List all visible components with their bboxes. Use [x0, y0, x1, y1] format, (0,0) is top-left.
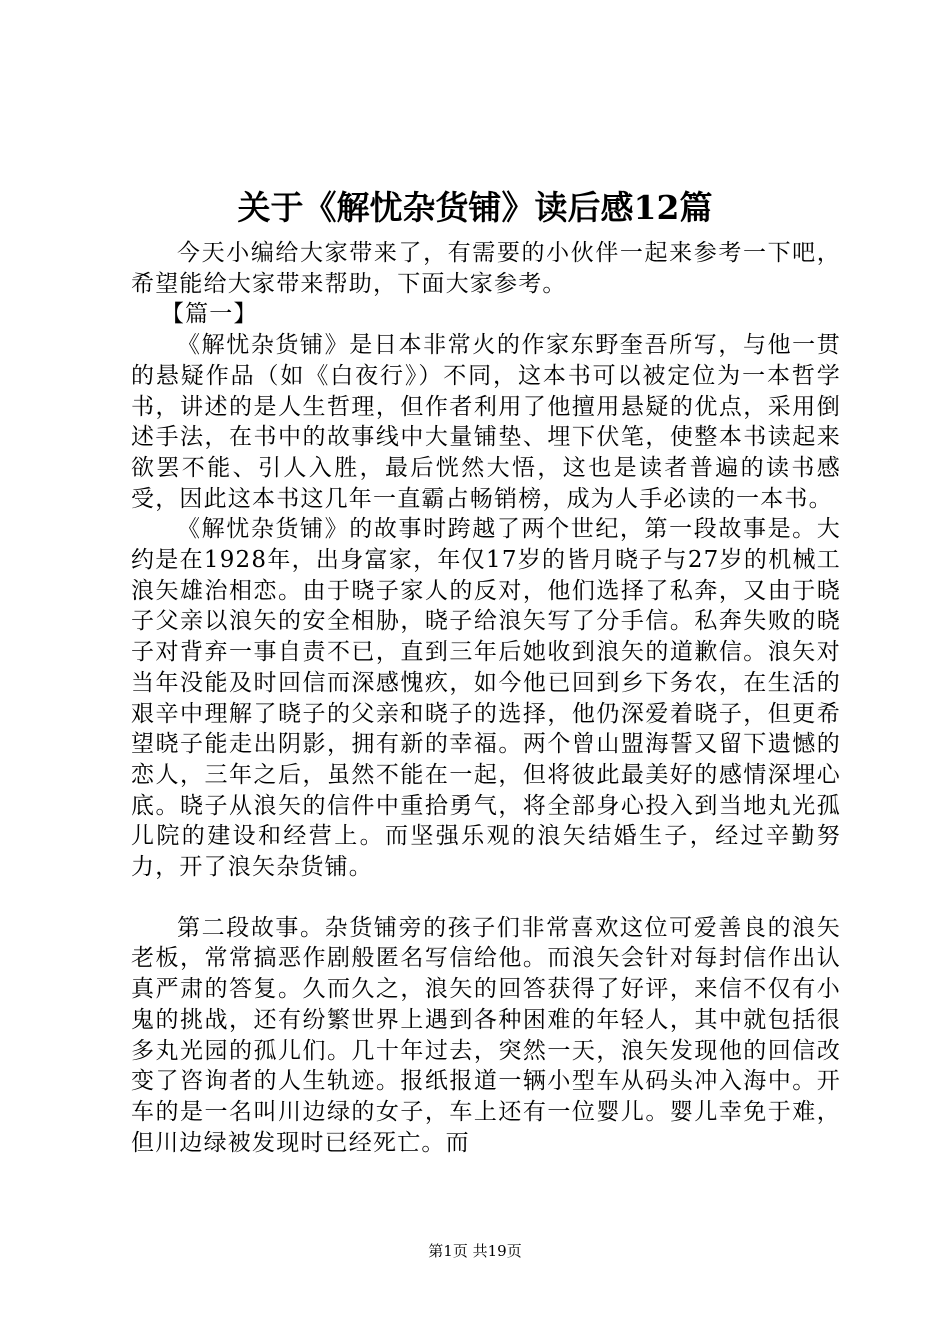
paragraph-3: 第二段故事。杂货铺旁的孩子们非常喜欢这位可爱善良的浪矢老板，常常搞恶作剧般匿名写信给他。而浪矢会针对每封信作出认真严肃的答复。久而久之，浪矢的回答获得了好评，来信不仅有小鬼的挑战，还有纷繁世界上遇到各种困难的年轻人，其中就包括很多丸光园的孤儿们。几十年过去，突然一天，浪矢发现他的回信改变了咨询者的人生轨迹。报纸报道一辆小型车从码头冲入海中。开车的是一名叫川边绿的女子，车上还有一位婴儿。婴儿幸免于难，但川边绿被发现时已经死亡。而 — [131, 914, 841, 1156]
paragraph-1: 《解忧杂货铺》是日本非常火的作家东野奎吾所写，与他一贯的悬疑作品（如《白夜行》）不同，这本书可以被定位为一本哲学书，讲述的是人生哲理，但作者利用了他擅用悬疑的优点，采用倒述手法，在书中的故事线中大量铺垫、埋下伏笔，使整本书读起来欲罢不能、引人入胜，最后恍然大悟，这也是读者普遍的读书感受，因此这本书这几年一直霸占畅销榜，成为人手必读的一本书。 — [131, 332, 841, 512]
paragraph-spacer — [131, 883, 841, 913]
section-heading: 【篇一】 — [160, 301, 258, 328]
paragraph-2: 《解忧杂货铺》的故事时跨越了两个世纪，第一段故事是。大约是在1928年，出身富家，年仅17岁的皆月晓子与27岁的机械工浪矢雄治相恋。由于晓子家人的反对，他们选择了私奔，又由于晓子父亲以浪矢的安全相胁，晓子给浪矢写了分手信。私奔失败的晓子对背弃一事自责不已，直到三年后她收到浪矢的道歉信。浪矢对当年没能及时回信而深感愧疚，如今他已回到乡下务农，在生活的艰辛中理解了晓子的父亲和晓子的选择，他仍深爱着晓子，但更希望晓子能走出阴影，拥有新的幸福。两个曾山盟海誓又留下遗憾的恋人，三年之后，虽然不能在一起，但将彼此最美好的感情深埋心底。晓子从浪矢的信件中重拾勇气，将全部身心投入到当地丸光孤儿院的建设和经营上。而坚强乐观的浪矢结婚生子，经过辛勤努力，开了浪矢杂货铺。 — [131, 516, 841, 881]
intro-paragraph: 今天小编给大家带来了，有需要的小伙伴一起来参考一下吧，希望能给大家带来帮助，下面大家参考。 — [131, 240, 841, 297]
document-body — [131, 238, 841, 1158]
document-title: 关于《解忧杂货铺》读后感12篇 — [237, 188, 713, 227]
page-footer: 第1页 共19页 — [428, 1242, 522, 1260]
